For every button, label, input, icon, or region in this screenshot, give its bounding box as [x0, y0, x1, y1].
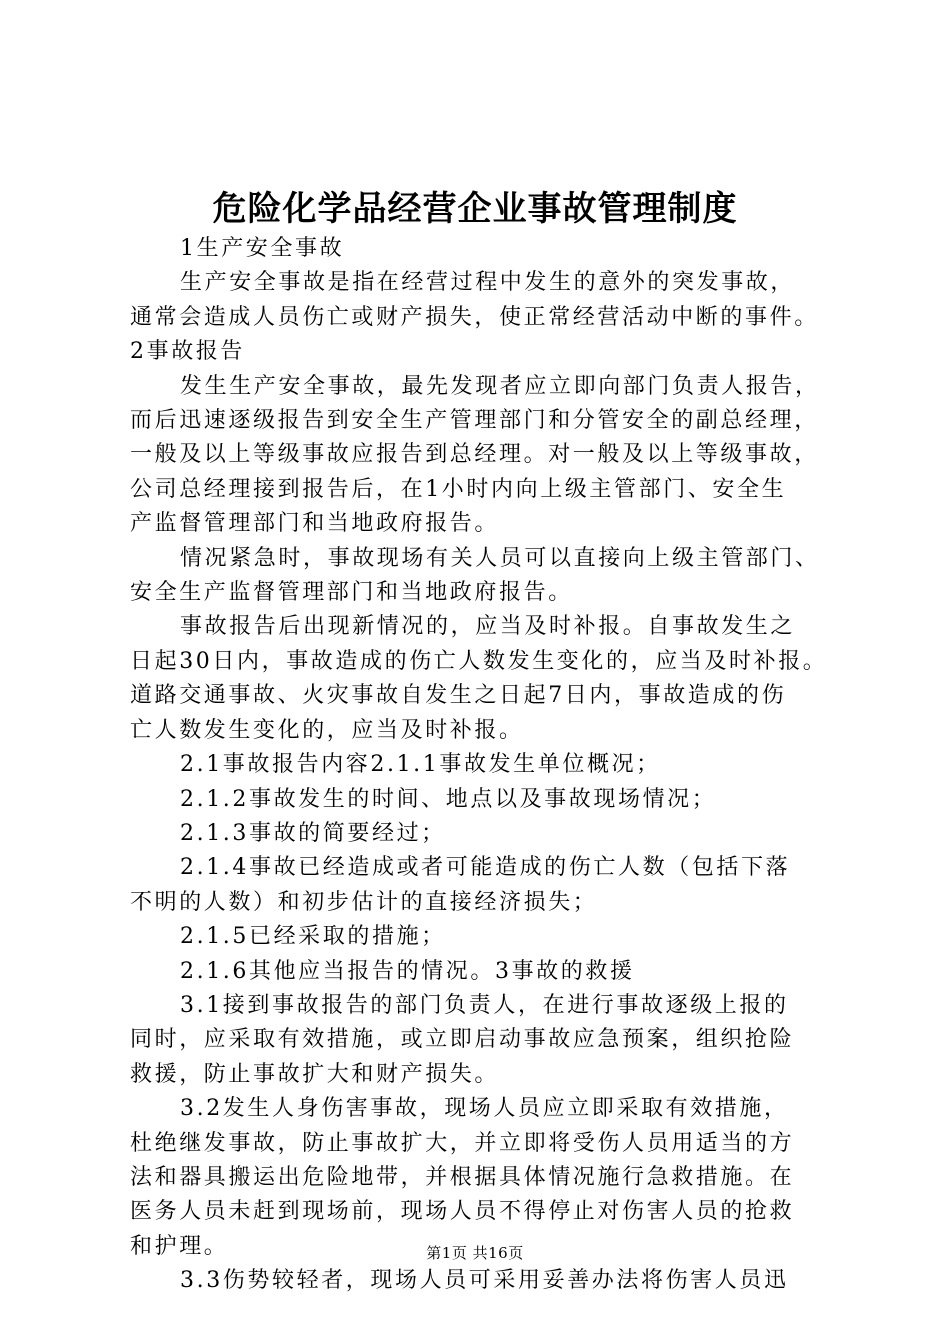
document-body [130, 232, 842, 1299]
paragraph-line: 亡人数发生变化的，应当及时补报。 [130, 717, 524, 743]
paragraph-line: 日起30日内，事故造成的伤亡人数发生变化的，应当及时补报。 [130, 648, 828, 674]
document-title: 危险化学品经营企业事故管理制度 [212, 189, 738, 229]
paragraph-line: 而后迅速逐级报告到安全生产管理部门和分管安全的副总经理， [130, 408, 819, 434]
paragraph-line: 同时，应采取有效措施，或立即启动事故应急预案，组织抢险 [130, 1027, 795, 1053]
paragraph-line: 一般及以上等级事故应报告到总经理。对一般及以上等级事故， [130, 442, 819, 468]
paragraph-line: 通常会造成人员伤亡或财产损失，使正常经营活动中断的事件。 [130, 304, 819, 330]
paragraph-line: 法和器具搬运出危险地带，并根据具体情况施行急救措施。在 [130, 1164, 795, 1190]
paragraph-line: 和护理。 [130, 1233, 229, 1259]
paragraph-line: 公司总经理接到报告后，在1小时内向上级主管部门、安全生 [130, 476, 787, 502]
list-item: 不明的人数）和初步估计的直接经济损失； [130, 889, 598, 915]
paragraph-line: 医务人员未赶到现场前，现场人员不得停止对伤害人员的抢救 [130, 1199, 795, 1225]
list-item: 2.1.5已经采取的措施； [180, 924, 446, 950]
list-item: 2.1.3事故的简要经过； [180, 820, 446, 846]
paragraph-line: 事故报告后出现新情况的，应当及时补报。自事故发生之 [180, 614, 796, 640]
list-item: 2.1.2事故发生的时间、地点以及事故现场情况； [180, 786, 717, 812]
section-heading: 2事故报告 [130, 339, 245, 365]
paragraph-line: 3.3伤势较轻者，现场人员可采用妥善办法将伤害人员迅 [180, 1268, 789, 1294]
paragraph-line: 3.2发生人身伤害事故，现场人员应立即采取有效措施， [180, 1096, 789, 1122]
paragraph-line: 安全生产监督管理部门和当地政府报告。 [130, 580, 573, 606]
list-item: 2.1事故报告内容2.1.1事故发生单位概况； [180, 752, 661, 778]
page-number-footer: 第1页 共16页 [426, 1244, 524, 1262]
paragraph-line: 情况紧急时，事故现场有关人员可以直接向上级主管部门、 [180, 545, 820, 571]
paragraph-line: 生产安全事故是指在经营过程中发生的意外的突发事故， [180, 270, 796, 296]
paragraph-line: 发生生产安全事故，最先发现者应立即向部门负责人报告， [180, 373, 820, 399]
list-item: 2.1.4事故已经造成或者可能造成的伤亡人数（包括下落 [180, 855, 791, 881]
paragraph-line: 3.1接到事故报告的部门负责人，在进行事故逐级上报的 [180, 992, 789, 1018]
list-item: 2.1.6其他应当报告的情况。3事故的救援 [180, 958, 635, 984]
section-heading: 1生产安全事故 [180, 236, 345, 261]
paragraph-line: 杜绝继发事故，防止事故扩大，并立即将受伤人员用适当的方 [130, 1130, 795, 1156]
paragraph-line: 救援，防止事故扩大和财产损失。 [130, 1061, 500, 1087]
paragraph-line: 产监督管理部门和当地政府报告。 [130, 511, 500, 537]
paragraph-line: 道路交通事故、火灾事故自发生之日起7日内，事故造成的伤 [130, 683, 787, 709]
